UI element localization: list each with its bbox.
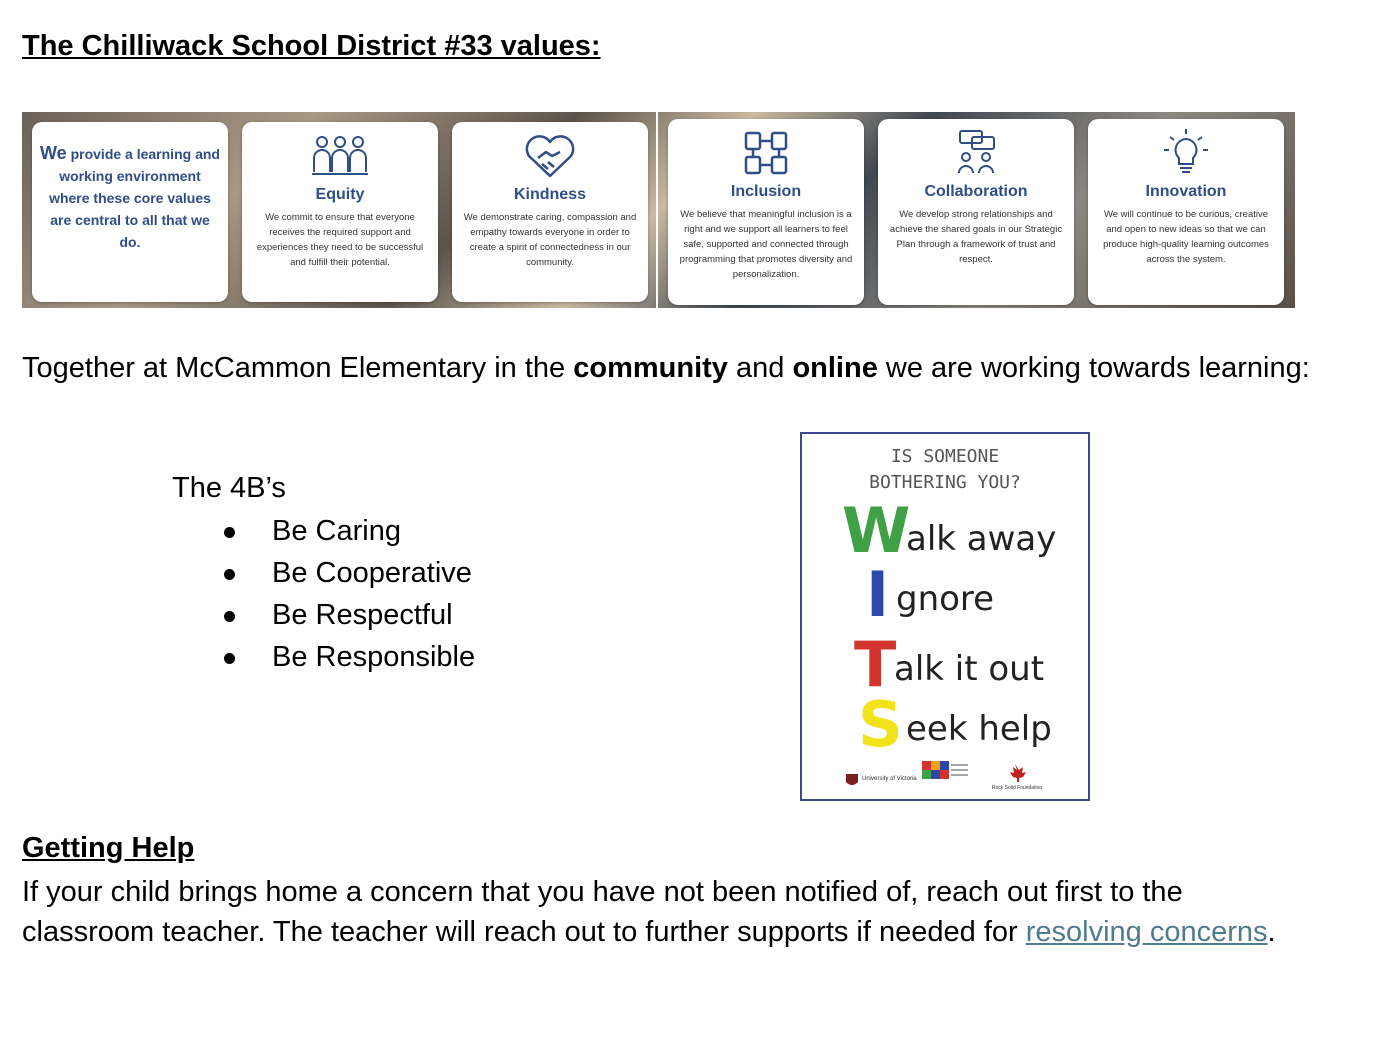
value-card-inclusion [668, 119, 864, 305]
poster-word-walk-away: alk away [906, 519, 1057, 559]
intro-we: We [40, 143, 67, 163]
list-item [222, 594, 475, 636]
resolving-concerns-link[interactable]: resolving concerns [1025, 916, 1268, 948]
value-title: Collaboration [924, 183, 1028, 200]
page-heading: The Chilliwack School District #33 values: [22, 30, 601, 62]
values-banner [22, 112, 1295, 308]
four-bs-title: The 4B’s [172, 472, 286, 504]
poster-letter-s: S [858, 688, 903, 761]
paragraph-text: we are working towards learning: [877, 352, 1310, 384]
poster-letter-t: T [854, 628, 897, 701]
bullet-icon [224, 527, 235, 538]
poster-word-talk-it-out: alk it out [894, 649, 1045, 689]
value-title: Innovation [1145, 183, 1227, 200]
maple-leaf-logo [992, 764, 1043, 791]
bullet-icon [224, 653, 235, 664]
list-item-text: Be Responsible [272, 641, 476, 673]
values-intro-text [40, 142, 220, 253]
uvic-logo-text: University of Victoria [862, 776, 917, 782]
value-card-kindness [452, 122, 648, 302]
value-description: We develop strong relationships and achieve the shared goals in our Strategic Plan through a framework of trust and respect. [889, 209, 1063, 265]
poster-letter-i: I [866, 558, 890, 631]
value-description: We demonstrate caring, compassion and empathy towards everyone in order to create a spirit of connectedness in our community. [463, 212, 637, 268]
values-intro-card [32, 122, 228, 302]
poster-letter-w: W [842, 494, 911, 567]
value-title: Equity [315, 186, 365, 203]
value-card-equity [242, 122, 438, 302]
wits-mini-logo [922, 761, 968, 779]
paragraph-text: and [727, 352, 793, 384]
value-description: We commit to ensure that everyone receives the required support and experiences they need to be successful and fulfill their potential. [256, 212, 424, 268]
list-item-text: Be Cooperative [272, 557, 472, 589]
paragraph-text: Together at McCammon Elementary in the [22, 352, 574, 384]
learning-paragraph [22, 348, 1312, 388]
list-item [222, 510, 475, 552]
value-card-collaboration [878, 119, 1074, 305]
list-item-text: Be Caring [272, 515, 401, 547]
uvic-logo [846, 774, 917, 785]
getting-help-text [22, 872, 1312, 952]
bullet-icon [224, 569, 235, 580]
maple-leaf-logo-text: Rock Solid Foundation [991, 785, 1043, 791]
help-body-text: If your child brings home a concern that you have not been notified of, reach out first to the classroom teacher. The teacher will reach out to further supports if needed for [22, 876, 1183, 948]
help-end-text: . [1267, 916, 1276, 948]
value-description: We will continue to be curious, creative and open to new ideas so that we can produce high-quality learning outcomes across the system. [1103, 209, 1269, 265]
poster-question-line1: IS SOMEONE [890, 446, 1000, 467]
paragraph-bold-online: online [792, 352, 878, 384]
getting-help-heading: Getting Help [22, 832, 195, 864]
joined-hands-icon [736, 129, 796, 177]
poster-word-seek-help: eek help [906, 709, 1052, 749]
speech-bubbles-people-icon [946, 129, 1006, 177]
value-card-innovation [1088, 119, 1284, 305]
banner-divider [656, 112, 658, 308]
list-item [222, 636, 475, 678]
wits-poster-graphic [802, 434, 1088, 799]
list-item [222, 552, 475, 594]
poster-question-line2: BOTHERING YOU? [869, 472, 1021, 493]
value-description: We believe that meaningful inclusion is a right and we support all learners to feel safe, supported and connected through programming that promotes diversity and personalization. [679, 209, 853, 280]
bullet-icon [224, 611, 235, 622]
value-title: Kindness [513, 186, 586, 203]
value-title: Inclusion [730, 183, 802, 200]
paragraph-bold-community: community [573, 352, 728, 384]
poster-word-ignore: gnore [896, 579, 995, 619]
lightbulb-icon [1156, 129, 1216, 177]
wits-poster [800, 432, 1090, 801]
intro-rest: provide a learning and working environment where these core values are central to all that we do. [49, 146, 220, 250]
heart-handshake-icon [520, 132, 580, 180]
four-bs-list [222, 510, 475, 678]
list-item-text: Be Respectful [272, 599, 453, 631]
people-icon [310, 132, 370, 180]
